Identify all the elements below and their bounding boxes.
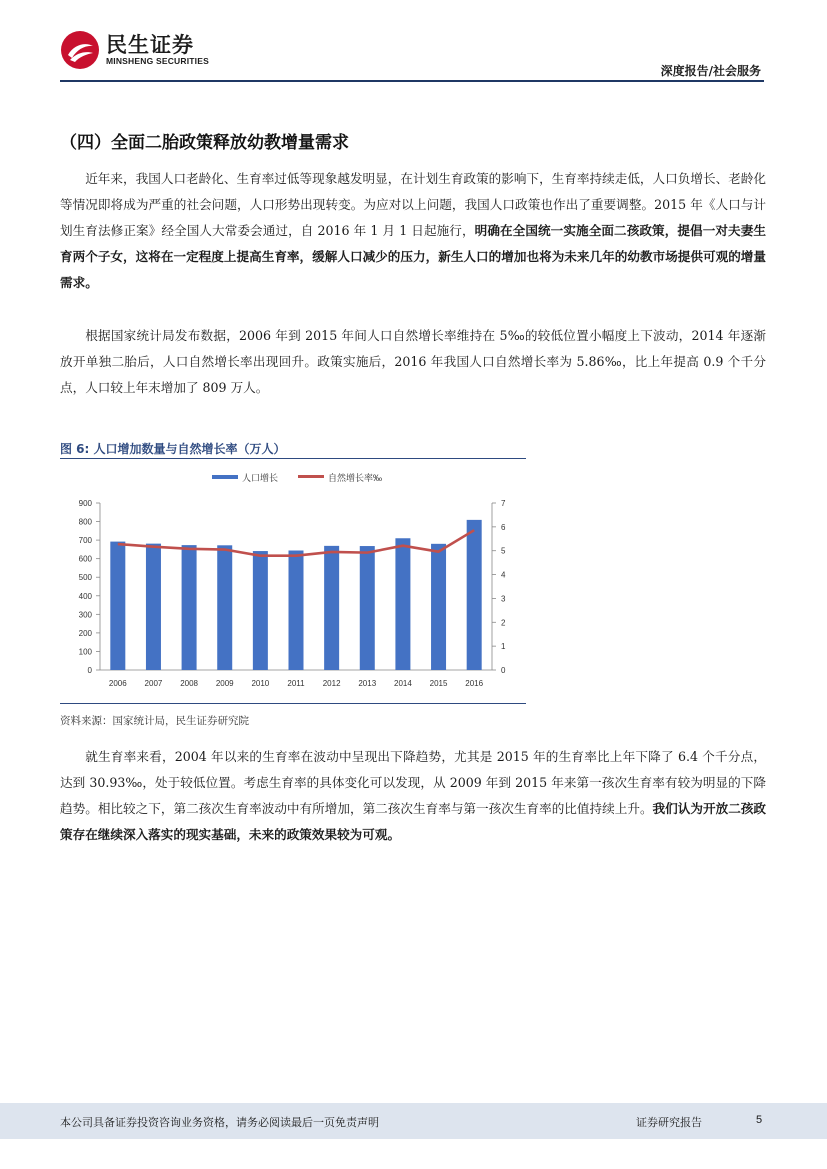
page-footer	[0, 1103, 827, 1139]
population-chart	[60, 462, 526, 700]
x-tick-label: 2013	[358, 679, 377, 688]
legend-label-line: 自然增长率‰	[328, 473, 383, 483]
logo-english-name: MINSHENG SECURITIES	[106, 55, 209, 66]
bar-2015	[431, 544, 446, 670]
legend-swatch-bar	[212, 475, 238, 479]
paragraph-3-text: 就生育率来看，2004 年以来的生育率在波动中呈现出下降趋势，尤其是 2015 年的生育率比上年下降了 6.4 个千分点，达到 30.93‰，处于较低位置。考虑生育率的具体变化可以发现，从 2009 年到 2015 年来第一孩次生育率有较为明显的下降趋势。相比较之下，第二孩次生育率波动中有所增加，第二孩次生育率与第一孩次生育率的比值持续上升。	[60, 749, 766, 816]
x-tick-label: 2007	[144, 679, 163, 688]
bar-2013	[360, 546, 375, 670]
footer-disclaimer: 本公司具备证券投资咨询业务资格，请务必阅读最后一页免责声明	[60, 1116, 379, 1129]
x-tick-label: 2010	[251, 679, 270, 688]
paragraph-2: 根据国家统计局发布数据，2006 年到 2015 年间人口自然增长率维持在 5‰的较低位置小幅度上下波动，2014 年逐渐放开单独二胎后，人口自然增长率出现回升。政策实施后，2016 年我国人口自然增长率为 5.86‰，比上年提高 0.9 个千分点，人口较上年末增加了 809 万人。	[60, 328, 766, 395]
paragraph-1	[60, 166, 766, 296]
left-tick-label: 200	[78, 628, 92, 638]
right-tick-label: 3	[501, 594, 506, 604]
left-tick-label: 0	[87, 666, 92, 675]
left-tick-label: 900	[78, 499, 92, 508]
bar-2009	[217, 545, 232, 670]
left-tick-label: 800	[78, 517, 92, 527]
paragraph-1-text: 近年来，我国人口老龄化、生育率过低等现象越发明显，在计划生育政策的影响下，生育率持续走低，人口负增长、老龄化等情况即将成为严重的社会问题，人口形势出现转变。为应对以上问题，我国人口政策也作出了重要调整。2015 年《人口与计划生育法修正案》经全国人大常委会通过，自 2016 年 1 月 1 日起施行，	[60, 171, 766, 238]
left-tick-label: 500	[78, 573, 92, 583]
left-tick-label: 100	[78, 647, 92, 657]
right-tick-label: 4	[501, 570, 506, 580]
chart-legend	[212, 472, 382, 483]
x-tick-label: 2015	[429, 679, 448, 688]
bar-2014	[395, 538, 410, 670]
x-tick-label: 2014	[394, 679, 412, 688]
section-title: （四）全面二胎政策释放幼教增量需求	[60, 133, 349, 153]
figure-top-rule	[60, 458, 526, 459]
x-tick-label: 2011	[287, 679, 305, 688]
page-header	[0, 0, 827, 85]
company-logo	[60, 30, 209, 70]
left-tick-label: 600	[78, 554, 92, 564]
figure-bottom-rule	[60, 703, 526, 704]
bar-2016	[467, 520, 482, 670]
paragraph-3-bold: 我们认为开放二孩政策存在继续深入落实的现实基础，未来的政策效果较为可观。	[60, 801, 767, 842]
right-tick-label: 2	[501, 618, 506, 628]
minsheng-logo-icon	[60, 30, 100, 70]
left-tick-label: 300	[78, 610, 92, 620]
page-number: 5	[756, 1114, 763, 1126]
chart-container	[60, 462, 526, 700]
x-tick-label: 2012	[322, 679, 341, 688]
figure-title: 图 6: 人口增加数量与自然增长率（万人）	[60, 442, 286, 456]
right-tick-label: 6	[501, 522, 506, 532]
header-divider	[60, 80, 764, 82]
legend-label-bar: 人口增长	[242, 473, 279, 483]
bar-2006	[110, 542, 125, 670]
x-tick-label: 2009	[215, 679, 234, 688]
figure-source: 资料来源：国家统计局，民生证券研究院	[60, 715, 249, 727]
left-tick-label: 400	[78, 591, 92, 601]
right-tick-label: 5	[501, 546, 506, 556]
bar-2007	[146, 544, 161, 670]
bar-2012	[324, 546, 339, 670]
paragraph-1-bold: 明确在全国统一实施全面二孩政策，提倡一对夫妻生育两个子女，这将在一定程度上提高生育率，缓解人口减少的压力，新生人口的增加也将为未来几年的幼教市场提供可观的增量需求。	[60, 223, 766, 290]
logo-chinese-name: 民生证券	[106, 32, 194, 57]
left-tick-label: 700	[78, 536, 92, 546]
bar-2011	[289, 551, 304, 670]
legend-swatch-line	[298, 475, 324, 478]
right-tick-label: 1	[501, 642, 506, 652]
right-tick-label: 7	[501, 499, 506, 508]
x-tick-label: 2008	[180, 679, 198, 688]
x-tick-label: 2016	[465, 679, 484, 688]
x-tick-label: 2006	[108, 679, 127, 688]
bar-2008	[182, 545, 197, 670]
bar-2010	[253, 551, 268, 670]
paragraph-3	[60, 744, 766, 848]
report-type-label: 深度报告/社会服务	[660, 64, 761, 78]
footer-report-label: 证券研究报告	[636, 1116, 702, 1129]
right-tick-label: 0	[501, 666, 506, 675]
